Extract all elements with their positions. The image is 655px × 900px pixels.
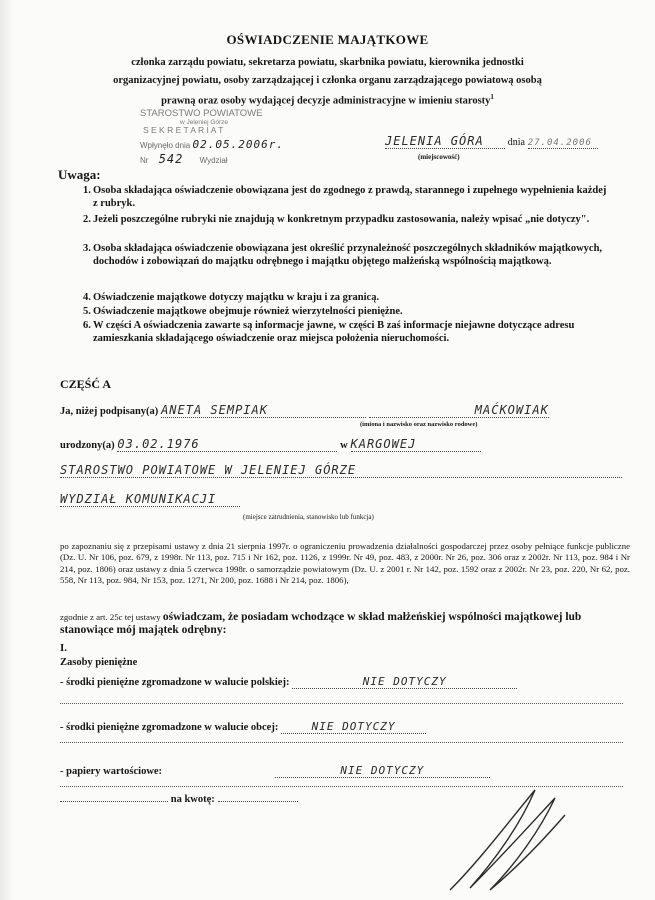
subtitle-line-1: członka zarządu powiatu, sekretarza powiatu, skarbnika powiatu, kierownika jednostki: [131, 57, 524, 68]
pln-label: - środki pieniężne zgromadzone w walucie polskiej:: [60, 677, 290, 688]
securities-row: [60, 764, 490, 778]
stamp-received-label: Wpłynęło dnia: [140, 141, 191, 150]
declaration: [60, 611, 630, 637]
stamp-received-date: 02.05.2006r.: [192, 138, 284, 151]
funds-heading: Zasoby pieniężne: [60, 657, 138, 668]
stamp-office-name: STAROSTWO POWIATOWE: [140, 108, 263, 119]
subtitle-line-3: [0, 93, 655, 107]
securities-label: - papiery wartościowe:: [60, 766, 163, 777]
place-value: JELENIA GÓRA: [385, 134, 505, 149]
note-item-1: [83, 184, 613, 210]
note-text: W części A oświadczenia zawarte są informacje jawne, w części B zaś informacje niejawne dotyczące adresu zamieszkania składającego oświadczenie oraz miejsca położenia nieruchomości.: [93, 320, 575, 344]
note-number: 3.: [83, 243, 91, 254]
names-hint: (imiona i nazwisko oraz nazwisko rodowe): [360, 421, 478, 428]
fx-row: [60, 720, 426, 734]
declaration-prefix: zgodnie z art. 25c tej ustawy: [60, 612, 161, 622]
footnote-mark: 1: [490, 93, 494, 101]
signer-label: Ja, niżej podpisany(a): [60, 406, 159, 417]
employer-hint: (miejsce zatrudnienia, stanowisko lub funkcja): [243, 513, 374, 521]
pln-value: NIE DOTYCZY: [292, 675, 517, 689]
subtitle-line-3-text: prawną oraz osoby wydającej decyzje administracyjne w imieniu starosty: [161, 95, 491, 107]
signer-surname: MAĆKOWIAK: [369, 403, 549, 418]
note-text: Oświadczenie majątkowe obejmuje również wierzytelności pieniężne.: [93, 306, 403, 317]
note-text: Osoba składająca oświadczenie obowiązana jest do zgodnego z prawdą, starannego i zupełnego wypełnienia każdej z rubryk.: [93, 185, 607, 209]
notes-heading: Uwaga:: [58, 167, 101, 182]
stamp-number-row: [140, 152, 228, 166]
note-text: Osoba składająca oświadczenie obowiązana jest określić przynależność poszczególnych składników majątkowych, dochodów i zobowiązań do majątku odrębnego i majątku objętego małżeńską wspólnością majątkową.: [93, 243, 603, 267]
note-item-6: [83, 319, 613, 345]
part-a-heading: CZĘŚĆ A: [60, 377, 112, 391]
amount-label: na kwotę:: [170, 794, 215, 805]
employer-line-1: STAROSTWO POWIATOWE W JELENIEJ GÓRZE: [60, 463, 622, 478]
stamp-number-label: Nr: [140, 156, 149, 165]
securities-value: NIE DOTYCZY: [275, 764, 490, 778]
subtitle-line-2: organizacyjnej powiatu, osoby zarządzającej i członka organu zarządzającego powiatową osobą: [113, 75, 542, 86]
stamp-department: S E K R E T A R I A T: [143, 125, 224, 135]
note-number: 5.: [83, 306, 91, 317]
birth-place: KARGOWEJ: [351, 437, 481, 452]
stamp-dept-label: Wydział: [199, 156, 228, 165]
blank-line: [60, 742, 623, 743]
stamp-number-value: 542: [158, 152, 184, 166]
employer-row-2: [60, 492, 240, 507]
place-date-row: [385, 134, 598, 149]
law-reference-text: po zapoznaniu się z przepisami ustawy z dnia 21 sierpnia 1997r. o ograniczeniu prowadzenia działalności gospodarczej przez osoby pełniące funkcje publiczne (Dz. U. Nr 106, poz. 679, z 1998r. Nr 113, poz. 715 i Nr 162, poz. 1126, z 1999r. Nr 49, poz. 483, z 2000r. Nr 26, poz. 306 oraz z 2002r. Nr 113, poz. 984 i Nr 214, poz. 1806) oraz ustawy z dnia 5 czerwca 1998r. o samorządzie powiatowym (Dz. U. z 2001 r. Nr 142, poz. 1592 oraz z 2002r. Nr 23, poz. 220, Nr 62, poz. 558, Nr 113, poz. 984, Nr 153, poz. 1271, Nr 200, poz. 1688 i Nr 214, poz. 1806),: [60, 541, 630, 585]
blank-line: [60, 703, 623, 704]
note-item-5: [83, 305, 613, 318]
note-text: Jeżeli poszczególne rubryki nie znajdują w konkretnym przypadku zastosowania, należy wpisać „nie dotyczy".: [93, 214, 590, 225]
born-label: urodzony(a): [60, 440, 115, 451]
amount-dots: [60, 801, 168, 802]
employer-line-2: WYDZIAŁ KOMUNIKACJI: [60, 492, 240, 507]
pln-row: [60, 675, 517, 689]
fx-label: - środki pieniężne zgromadzone w walucie obcej:: [60, 722, 279, 733]
place-label: (miejscowość): [418, 153, 460, 161]
employer-row-1: [60, 463, 622, 478]
note-number: 4.: [83, 292, 91, 303]
signer-row: [60, 403, 549, 418]
signer-first-names: ANETA SEMPIAK: [161, 403, 366, 418]
note-number: 1.: [83, 185, 91, 196]
signature-scribble: [440, 780, 580, 895]
birth-row: [60, 437, 481, 452]
stamp-city: w Jeleniej Górze: [180, 119, 229, 126]
date-value: 27.04.2006: [528, 138, 598, 149]
date-label: dnia: [507, 137, 525, 148]
stamp-received: [140, 138, 284, 151]
page-edge-shadow: [0, 0, 14, 900]
note-item-4: [83, 291, 613, 304]
note-number: 6.: [83, 320, 91, 331]
born-in-label: w: [340, 440, 348, 451]
birth-date: 03.02.1976: [117, 437, 337, 452]
note-number: 2.: [83, 214, 91, 225]
amount-dots: [218, 801, 298, 802]
section-number: I.: [60, 642, 68, 654]
amount-row: [60, 793, 298, 805]
note-item-3: [83, 242, 613, 268]
note-text: Oświadczenie majątkowe dotyczy majątku w kraju i za granicą.: [93, 292, 380, 303]
document-title: OŚWIADCZENIE MAJĄTKOWE: [226, 32, 429, 47]
fx-value: NIE DOTYCZY: [281, 720, 426, 734]
declaration-bold: oświadczam, że posiadam wchodzące w skład małżeńskiej wspólności majątkowej lub stanowiące mój majątek odrębny:: [60, 611, 582, 636]
note-item-2: [83, 213, 613, 226]
